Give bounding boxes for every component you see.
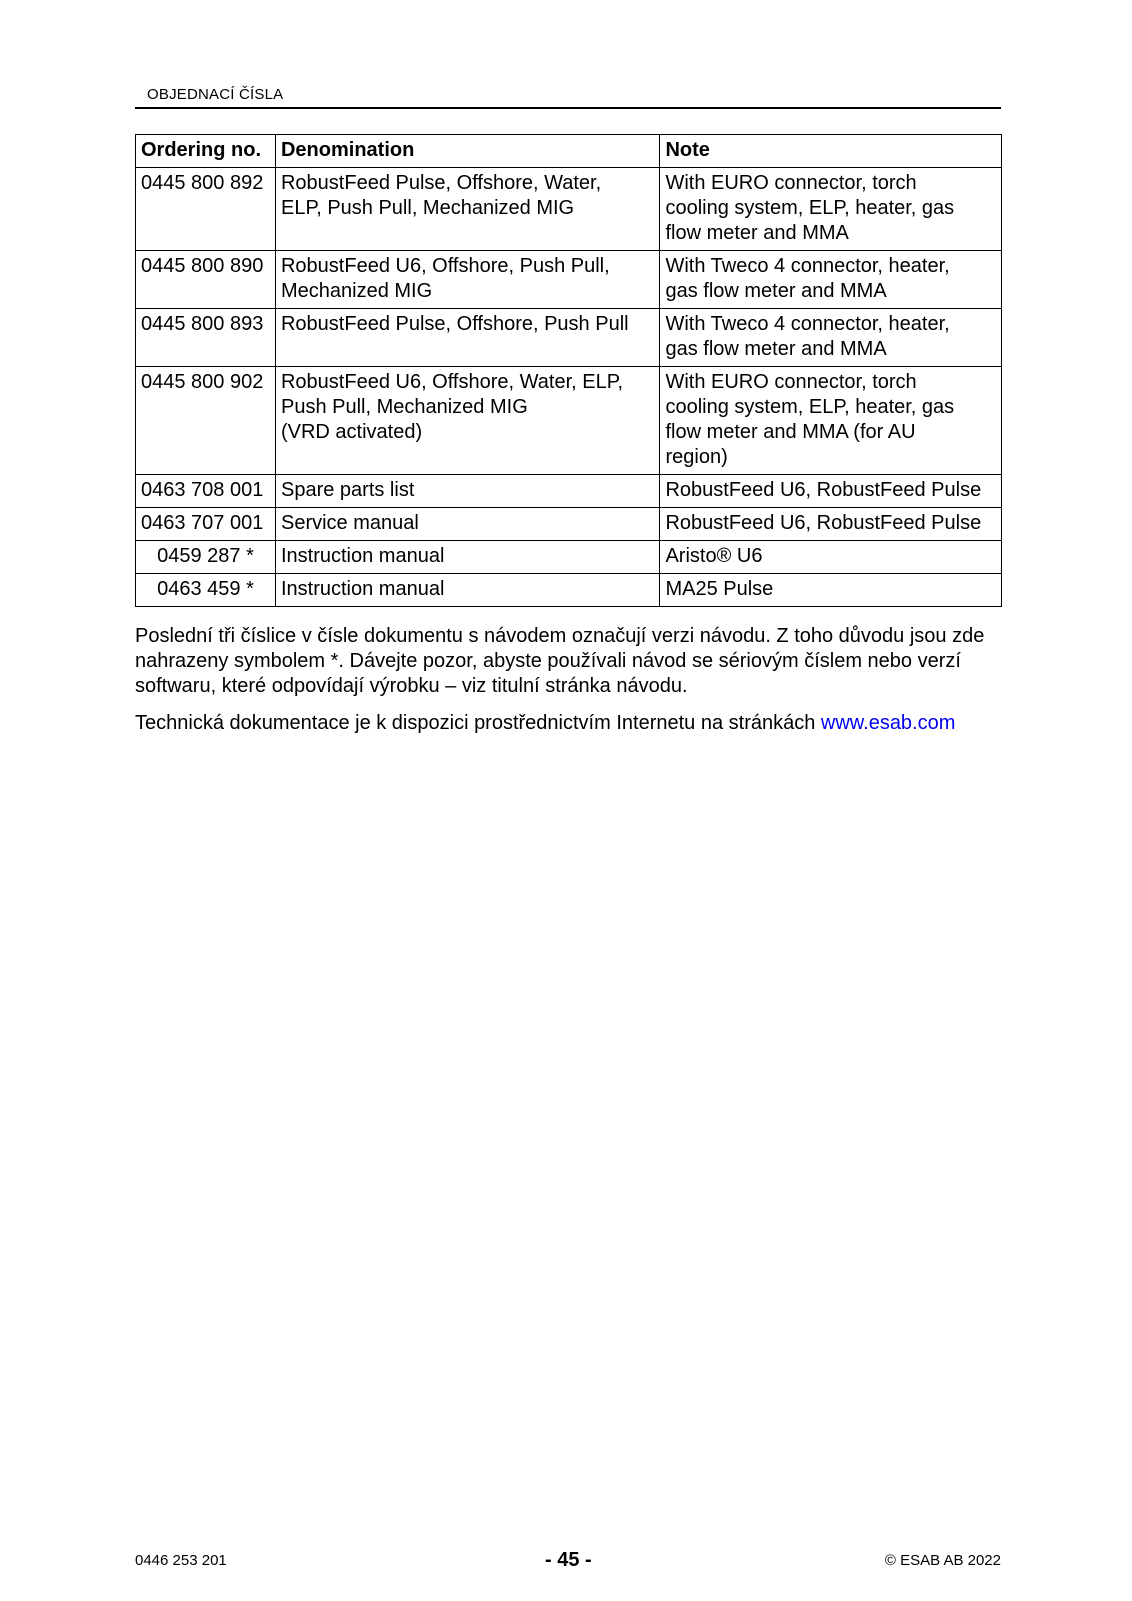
note-line: With EURO connector, torch xyxy=(665,172,917,194)
ordering-number-cell: 0445 800 893 xyxy=(136,309,276,367)
note-cell xyxy=(660,168,1002,251)
ordering-number-cell: 0463 708 001 xyxy=(136,475,276,508)
denomination-line: RobustFeed U6, Offshore, Push Pull, xyxy=(280,255,610,277)
version-note-paragraph: Poslední tři číslice v čísle dokumentu s návodem označují verzi návodu. Z toho důvodu jsou zde nahrazeny symbolem *. Dávejte pozor, abyste používali návod se sériovým číslem nebo verzí softwaru, které odpovídají výrobku – viz titulní stránka návodu. xyxy=(135,625,985,697)
note-line: RobustFeed U6, RobustFeed Pulse xyxy=(665,479,982,501)
section-header xyxy=(135,86,1001,109)
ordering-table xyxy=(135,134,1002,607)
ordering-number-cell: 0445 800 902 xyxy=(136,367,276,475)
note-line: region) xyxy=(665,446,728,468)
denomination-cell xyxy=(275,367,659,475)
table-row xyxy=(136,168,1002,251)
column-header-ordering-no: Ordering no. xyxy=(136,135,276,168)
denomination-line: RobustFeed Pulse, Offshore, Water, xyxy=(280,172,602,194)
denomination-cell xyxy=(275,475,659,508)
note-line: With Tweco 4 connector, heater, xyxy=(665,313,950,335)
note-line: cooling system, ELP, heater, gas xyxy=(665,396,955,418)
section-title: OBJEDNACÍ ČÍSLA xyxy=(147,86,284,103)
denomination-line: Instruction manual xyxy=(280,545,445,567)
ordering-number-cell: 0463 459 * xyxy=(136,574,276,607)
table-header-row xyxy=(136,135,1002,168)
note-cell xyxy=(660,574,1002,607)
denomination-line: Push Pull, Mechanized MIG xyxy=(280,396,528,418)
ordering-number-cell: 0445 800 890 xyxy=(136,251,276,309)
ordering-number-cell: 0463 707 001 xyxy=(136,508,276,541)
denomination-line: Service manual xyxy=(280,512,419,534)
note-cell xyxy=(660,309,1002,367)
page-number: - 45 - xyxy=(545,1549,592,1571)
note-cell xyxy=(660,541,1002,574)
ordering-number-cell: 0445 800 892 xyxy=(136,168,276,251)
note-line: cooling system, ELP, heater, gas xyxy=(665,197,955,219)
denomination-cell xyxy=(275,168,659,251)
denomination-cell xyxy=(275,251,659,309)
note-line: With EURO connector, torch xyxy=(665,371,917,393)
esab-website-link[interactable]: www.esab.com xyxy=(820,712,956,734)
copyright: © ESAB AB 2022 xyxy=(884,1552,1001,1569)
note-line: Aristo® U6 xyxy=(665,545,763,567)
table-row xyxy=(136,541,1002,574)
column-header-denomination: Denomination xyxy=(275,135,659,168)
note-line: MA25 Pulse xyxy=(665,578,774,600)
note-cell xyxy=(660,508,1002,541)
denomination-line: (VRD activated) xyxy=(280,421,423,443)
table-row xyxy=(136,475,1002,508)
note-cell xyxy=(660,475,1002,508)
denomination-line: Spare parts list xyxy=(280,479,415,501)
note-cell xyxy=(660,367,1002,475)
denomination-line: Instruction manual xyxy=(280,578,445,600)
note-line: RobustFeed U6, RobustFeed Pulse xyxy=(665,512,982,534)
denomination-cell xyxy=(275,309,659,367)
denomination-line: RobustFeed Pulse, Offshore, Push Pull xyxy=(280,313,629,335)
note-cell xyxy=(660,251,1002,309)
table-row xyxy=(136,574,1002,607)
table-row xyxy=(136,367,1002,475)
ordering-number-cell: 0459 287 * xyxy=(136,541,276,574)
note-line: flow meter and MMA xyxy=(665,222,849,244)
table-row xyxy=(136,309,1002,367)
table-row xyxy=(136,251,1002,309)
denomination-line: Mechanized MIG xyxy=(280,280,433,302)
note-line: flow meter and MMA (for AU xyxy=(665,421,916,443)
denomination-cell xyxy=(275,541,659,574)
note-line: gas flow meter and MMA xyxy=(665,338,887,360)
denomination-line: RobustFeed U6, Offshore, Water, ELP, xyxy=(280,371,624,393)
column-header-note: Note xyxy=(660,135,1002,168)
table-row xyxy=(136,508,1002,541)
documentation-paragraph xyxy=(135,711,1005,736)
denomination-cell xyxy=(275,508,659,541)
note-line: gas flow meter and MMA xyxy=(665,280,887,302)
documentation-text: Technická dokumentace je k dispozici prostřednictvím Internetu na stránkách xyxy=(135,712,821,734)
denomination-cell xyxy=(275,574,659,607)
document-number: 0446 253 201 xyxy=(135,1552,227,1569)
denomination-line: ELP, Push Pull, Mechanized MIG xyxy=(280,197,575,219)
note-line: With Tweco 4 connector, heater, xyxy=(665,255,950,277)
